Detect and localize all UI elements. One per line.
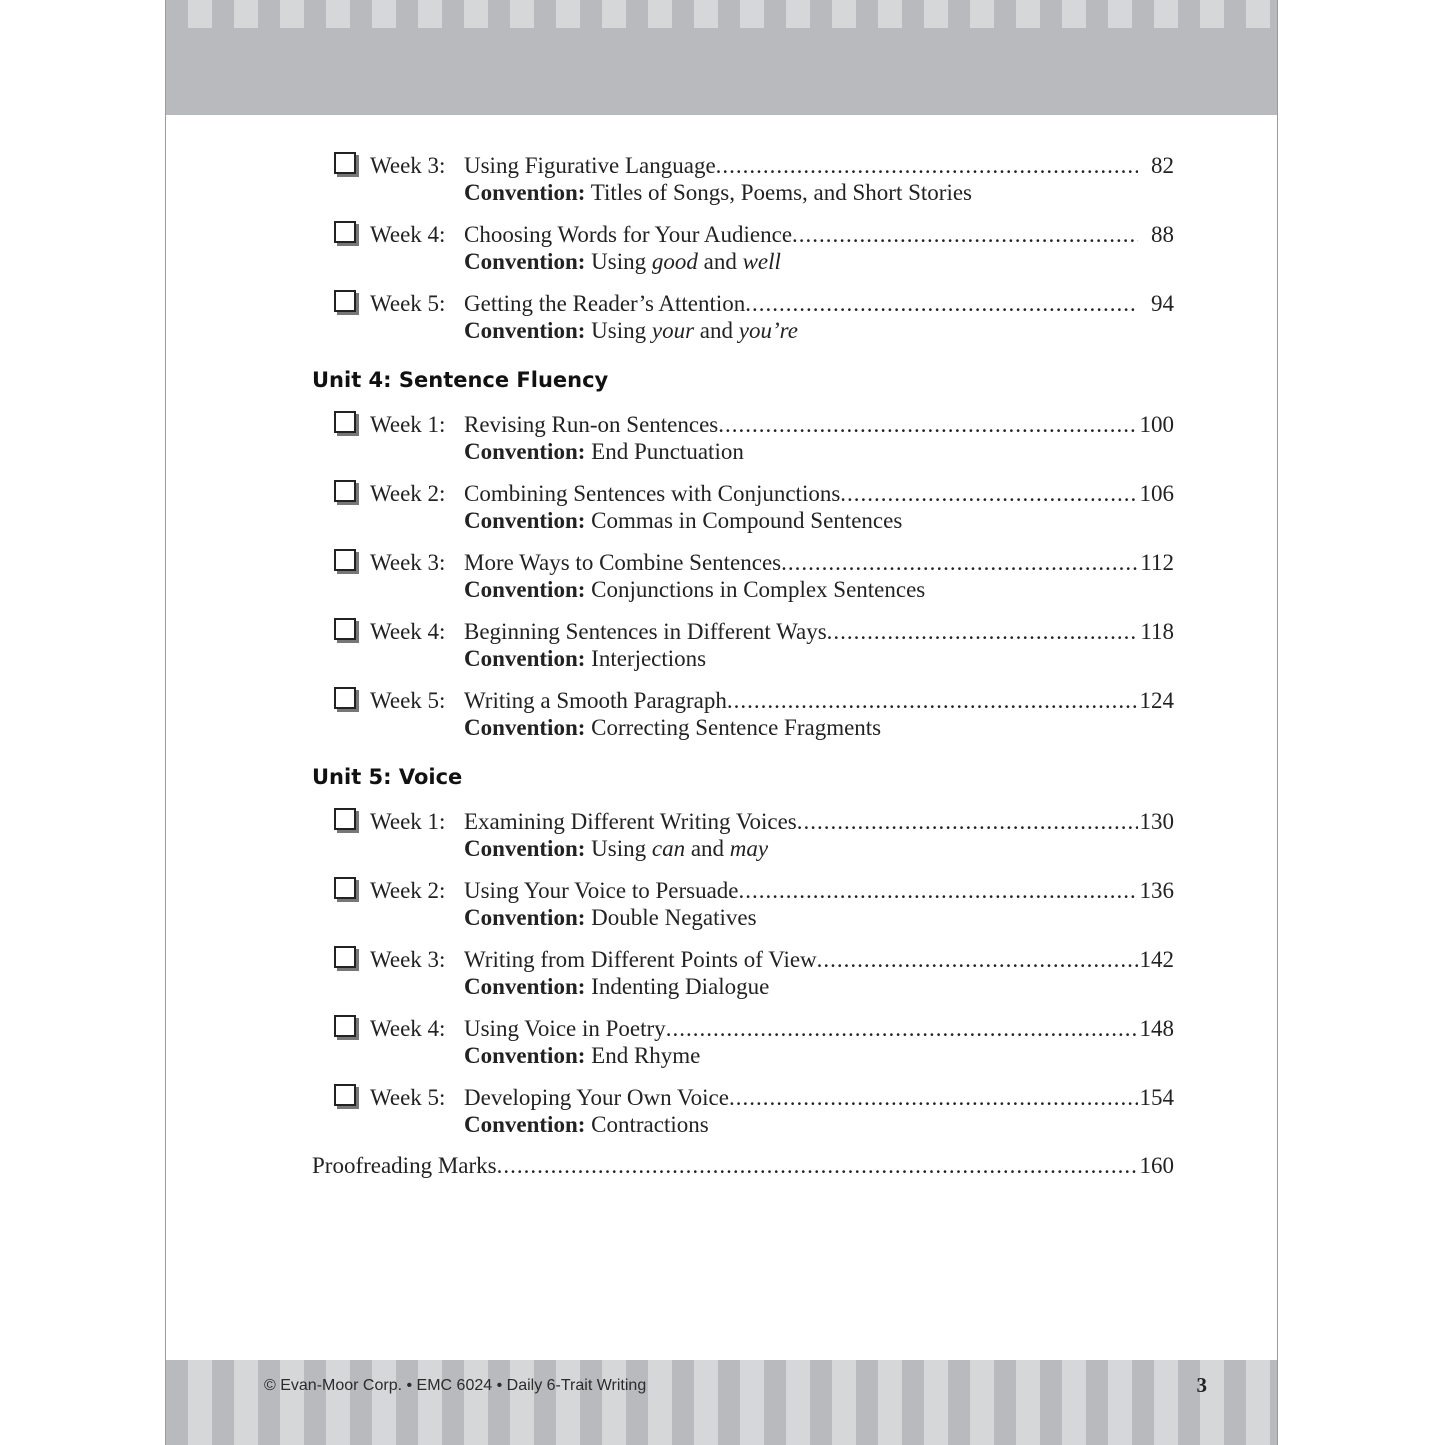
convention-line (464, 973, 769, 1000)
checkbox-icon[interactable] (334, 290, 356, 312)
convention-text: and (685, 836, 730, 861)
convention-text: Conjunctions in Complex Sentences (585, 577, 926, 602)
checkbox-icon[interactable] (334, 687, 356, 709)
week-title-line (370, 877, 1174, 904)
week-label: Week 2: (370, 878, 446, 903)
convention-text: and (694, 318, 739, 343)
week-label: Week 4: (370, 1016, 446, 1041)
checkbox-icon[interactable] (334, 1015, 356, 1037)
page-number: 124 (1139, 688, 1174, 713)
week-title: Examining Different Writing Voices (464, 809, 797, 834)
week-title: Using Your Voice to Persuade (464, 878, 739, 903)
week-title: Beginning Sentences in Different Ways (464, 619, 827, 644)
week-title: Writing from Different Points of View (464, 947, 817, 972)
dot-leader (797, 808, 1138, 835)
week-title: Choosing Words for Your Audience (464, 222, 793, 247)
page-number: 136 (1139, 878, 1174, 903)
page-number: 88 (1151, 222, 1174, 247)
page-number: 160 (1139, 1153, 1174, 1178)
page-number: 94 (1151, 291, 1174, 316)
week-title: Combining Sentences with Conjunctions (464, 481, 841, 506)
page-number: 118 (1140, 619, 1174, 644)
dot-leader (497, 1153, 1138, 1179)
week-label: Week 3: (370, 947, 446, 972)
convention-text: Interjections (585, 646, 707, 671)
checkbox-icon[interactable] (334, 480, 356, 502)
week-label: Week 3: (370, 153, 446, 178)
convention-label: Convention: (464, 715, 586, 740)
convention-line (464, 179, 972, 206)
footer-page-number: 3 (1196, 1373, 1207, 1397)
convention-text: Titles of Songs, Poems, and Short Stories (585, 180, 972, 205)
header-band (166, 0, 1277, 115)
page-number: 82 (1151, 153, 1174, 178)
week-title-line (370, 1084, 1174, 1111)
convention-italic-word: good (651, 249, 698, 274)
dot-leader (729, 1084, 1138, 1111)
unit-heading: Unit 5: Voice (312, 765, 463, 789)
week-label: Week 4: (370, 222, 446, 247)
page (165, 0, 1278, 1445)
footer-band (166, 1360, 1277, 1445)
footer-text: © Evan-Moor Corp. • EMC 6024 • Daily 6-Trait Writing (264, 1377, 647, 1394)
page-number: 112 (1140, 550, 1174, 575)
checkbox-icon[interactable] (334, 808, 356, 830)
dot-leader (727, 687, 1138, 714)
proofreading-label: Proofreading Marks (312, 1153, 497, 1178)
convention-label: Convention: (464, 646, 586, 671)
convention-line (464, 507, 902, 534)
week-label: Week 1: (370, 412, 446, 437)
convention-text: End Punctuation (585, 439, 744, 464)
week-title-line (370, 221, 1174, 248)
convention-text: Contractions (585, 1112, 709, 1137)
convention-line (464, 248, 781, 275)
week-title-line (370, 549, 1174, 576)
page-number: 100 (1139, 412, 1174, 437)
convention-label: Convention: (464, 836, 586, 861)
convention-text: End Rhyme (585, 1043, 701, 1068)
convention-label: Convention: (464, 249, 586, 274)
week-title-line (370, 946, 1174, 973)
convention-line (464, 835, 768, 862)
convention-line (464, 1111, 709, 1138)
convention-italic-word: may (729, 836, 769, 861)
convention-italic-word: well (742, 249, 781, 274)
convention-label: Convention: (464, 318, 586, 343)
checkbox-icon[interactable] (334, 618, 356, 640)
convention-label: Convention: (464, 577, 586, 602)
checkbox-icon[interactable] (334, 1084, 356, 1106)
dot-leader (781, 549, 1138, 576)
checkbox-icon[interactable] (334, 946, 356, 968)
convention-line (464, 1042, 700, 1069)
convention-text: Double Negatives (585, 905, 757, 930)
dot-leader (739, 877, 1138, 904)
checkbox-icon[interactable] (334, 152, 356, 174)
checkbox-icon[interactable] (334, 877, 356, 899)
dot-leader (792, 221, 1138, 248)
convention-line (464, 904, 757, 931)
page-number: 142 (1139, 947, 1174, 972)
unit-heading: Unit 4: Sentence Fluency (312, 368, 609, 392)
week-title: Revising Run-on Sentences (464, 412, 719, 437)
convention-line (464, 438, 744, 465)
convention-text: Using (585, 836, 652, 861)
convention-text: Commas in Compound Sentences (585, 508, 903, 533)
week-title-line (370, 618, 1174, 645)
convention-italic-word: can (651, 836, 686, 861)
dot-leader (827, 618, 1138, 645)
dot-leader (817, 946, 1138, 973)
convention-label: Convention: (464, 180, 586, 205)
week-title-line (370, 808, 1174, 835)
convention-text: Correcting Sentence Fragments (585, 715, 882, 740)
convention-line (464, 714, 881, 741)
page-number: 154 (1139, 1085, 1174, 1110)
week-title: Writing a Smooth Paragraph (464, 688, 727, 713)
week-title-line (370, 687, 1174, 714)
page-number: 106 (1139, 481, 1174, 506)
convention-line (464, 576, 925, 603)
convention-italic-word: your (651, 318, 695, 343)
convention-text: Indenting Dialogue (585, 974, 770, 999)
week-title: Getting the Reader’s Attention (464, 291, 746, 316)
convention-text: Using (585, 318, 652, 343)
week-title-line (370, 152, 1174, 179)
page-number: 130 (1139, 809, 1174, 834)
convention-label: Convention: (464, 439, 586, 464)
week-label: Week 4: (370, 619, 446, 644)
week-title: Using Voice in Poetry (464, 1016, 666, 1041)
week-label: Week 5: (370, 688, 446, 713)
checkbox-icon[interactable] (334, 221, 356, 243)
convention-label: Convention: (464, 974, 586, 999)
convention-label: Convention: (464, 508, 586, 533)
week-title: Developing Your Own Voice (464, 1085, 729, 1110)
checkbox-icon[interactable] (334, 549, 356, 571)
page-number: 148 (1139, 1016, 1174, 1041)
week-title-line (370, 1015, 1174, 1042)
week-label: Week 3: (370, 550, 446, 575)
week-label: Week 2: (370, 481, 446, 506)
proofreading-marks-entry (312, 1153, 1174, 1179)
convention-label: Convention: (464, 1112, 586, 1137)
dot-leader (716, 152, 1138, 179)
checkbox-icon[interactable] (334, 411, 356, 433)
week-title-line (370, 411, 1174, 438)
week-title-line (370, 480, 1174, 507)
week-label: Week 5: (370, 1085, 446, 1110)
week-title-line (370, 290, 1174, 317)
dot-leader (745, 290, 1138, 317)
week-label: Week 5: (370, 291, 446, 316)
convention-line (464, 645, 706, 672)
convention-label: Convention: (464, 1043, 586, 1068)
week-label: Week 1: (370, 809, 446, 834)
convention-label: Convention: (464, 905, 586, 930)
convention-text: Using (585, 249, 652, 274)
dot-leader (840, 480, 1138, 507)
week-title: More Ways to Combine Sentences (464, 550, 782, 575)
convention-line (464, 317, 798, 344)
convention-italic-word: you’re (738, 318, 798, 343)
week-title: Using Figurative Language (464, 153, 716, 178)
convention-text: and (697, 249, 743, 274)
dot-leader (666, 1015, 1138, 1042)
dot-leader (718, 411, 1138, 438)
